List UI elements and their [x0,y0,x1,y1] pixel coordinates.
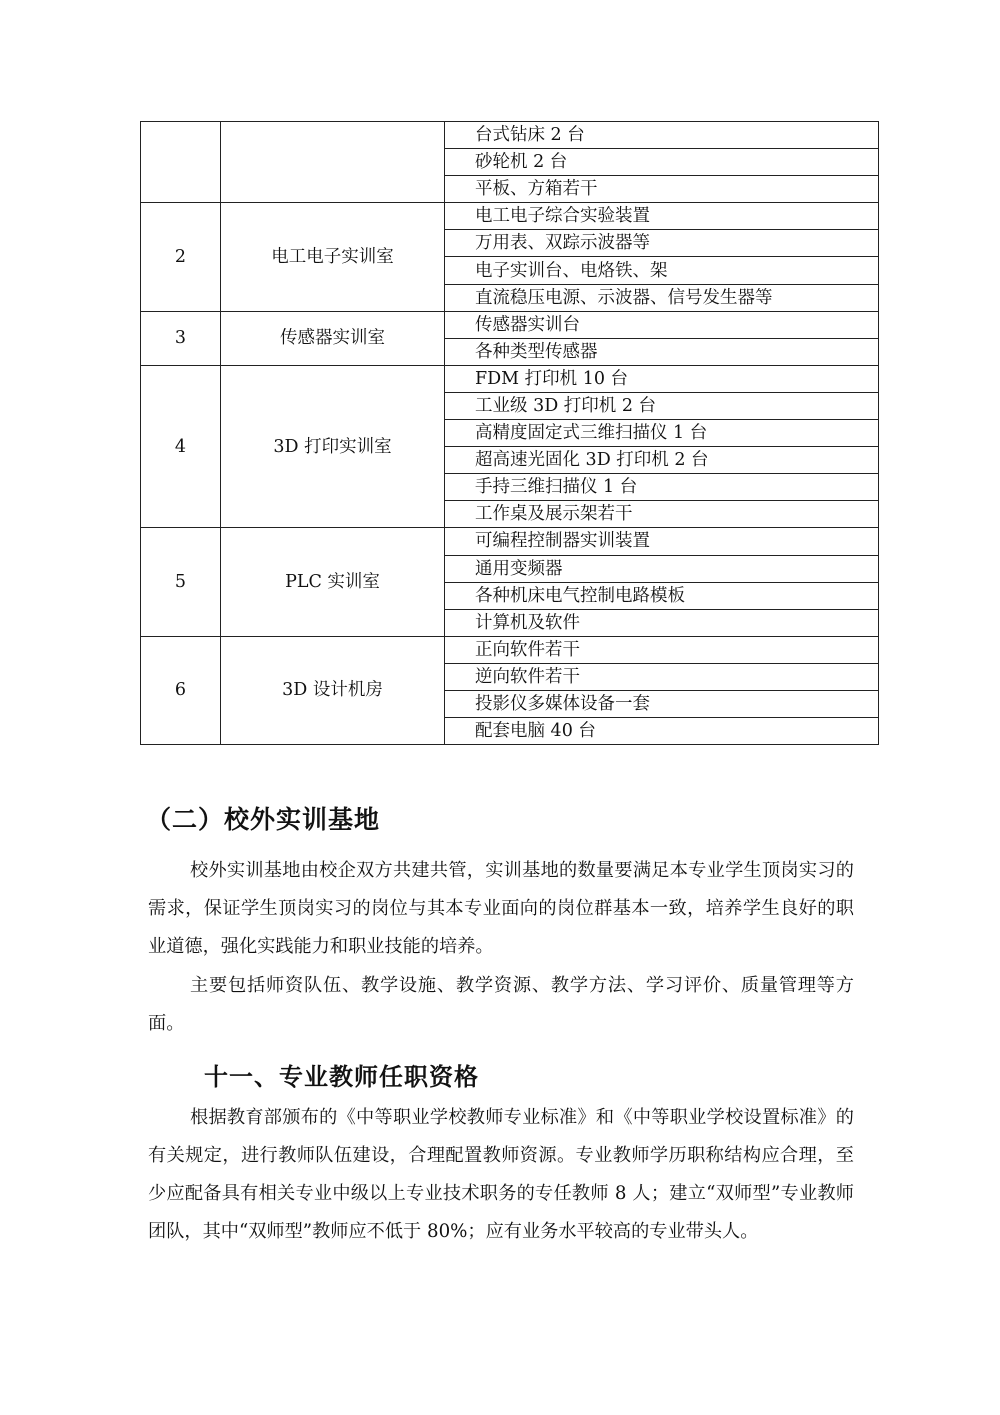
room-name-cell: 3D 打印实训室 [221,365,445,528]
equipment-cell: 投影仪多媒体设备一套 [445,690,879,717]
equipment-cell: 正向软件若干 [445,636,879,663]
equipment-cell: 逆向软件若干 [445,663,879,690]
room-name-cell: 电工电子实训室 [221,203,445,311]
equipment-cell: 电子实训台、电烙铁、架 [445,257,879,284]
room-number-cell: 3 [141,311,221,365]
equipment-cell: FDM 打印机 10 台 [445,365,879,392]
table-row [141,365,879,392]
room-number-cell: 5 [141,528,221,636]
room-name-cell: 3D 设计机房 [221,636,445,744]
teacher-qualification-paragraph: 根据教育部颁布的《中等职业学校教师专业标准》和《中等职业学校设置标准》的有关规定，进行教师队伍建设，合理配置教师资源。专业教师学历职称结构应合理，至少应配备具有相关专业中级以上专业技术职务的专任教师 8 人；建立“双师型”专业教师团队，其中“双师型”教师应不低于 80%；应有业务水平较高的专业带头人。 [148,1107,854,1242]
offcampus-paragraph-2: 主要包括师资队伍、教学设施、教学资源、教学方法、学习评价、质量管理等方面。 [148,975,854,1034]
table-row [141,311,879,338]
table-row [141,636,879,663]
equipment-cell: 直流稳压电源、示波器、信号发生器等 [445,284,879,311]
offcampus-paragraph-1: 校外实训基地由校企双方共建共管，实训基地的数量要满足本专业学生顶岗实习的需求，保证学生顶岗实习的岗位与其本专业面向的岗位群基本一致，培养学生良好的职业道德，强化实践能力和职业技能的培养。 [148,860,854,957]
equipment-cell: 计算机及软件 [445,609,879,636]
equipment-cell: 传感器实训台 [445,311,879,338]
equipment-cell: 工作桌及展示架若干 [445,501,879,528]
equipment-cell: 手持三维扫描仪 1 台 [445,474,879,501]
equipment-cell: 可编程控制器实训装置 [445,528,879,555]
room-number-cell [141,122,221,203]
equipment-cell: 工业级 3D 打印机 2 台 [445,392,879,419]
equipment-cell: 超高速光固化 3D 打印机 2 台 [445,447,879,474]
room-number-cell: 2 [141,203,221,311]
equipment-table [140,121,879,745]
equipment-table-body [141,122,879,745]
equipment-cell: 台式钻床 2 台 [445,122,879,149]
section-heading-offcampus-base: （二）校外实训基地 [146,805,381,834]
room-name-cell: 传感器实训室 [221,311,445,365]
equipment-cell: 砂轮机 2 台 [445,149,879,176]
room-number-cell: 4 [141,365,221,528]
table-row [141,122,879,149]
equipment-cell: 各种机床电气控制电路模板 [445,582,879,609]
room-name-cell: PLC 实训室 [221,528,445,636]
equipment-cell: 配套电脑 40 台 [445,718,879,745]
equipment-cell: 通用变频器 [445,555,879,582]
equipment-cell: 电工电子综合实验装置 [445,203,879,230]
equipment-cell: 平板、方箱若干 [445,176,879,203]
equipment-cell: 各种类型传感器 [445,338,879,365]
room-number-cell: 6 [141,636,221,744]
room-name-cell [221,122,445,203]
equipment-cell: 高精度固定式三维扫描仪 1 台 [445,420,879,447]
table-row [141,203,879,230]
equipment-cell: 万用表、双踪示波器等 [445,230,879,257]
table-row [141,528,879,555]
section-heading-teacher-qualification: 十一、专业教师任职资格 [204,1063,479,1091]
